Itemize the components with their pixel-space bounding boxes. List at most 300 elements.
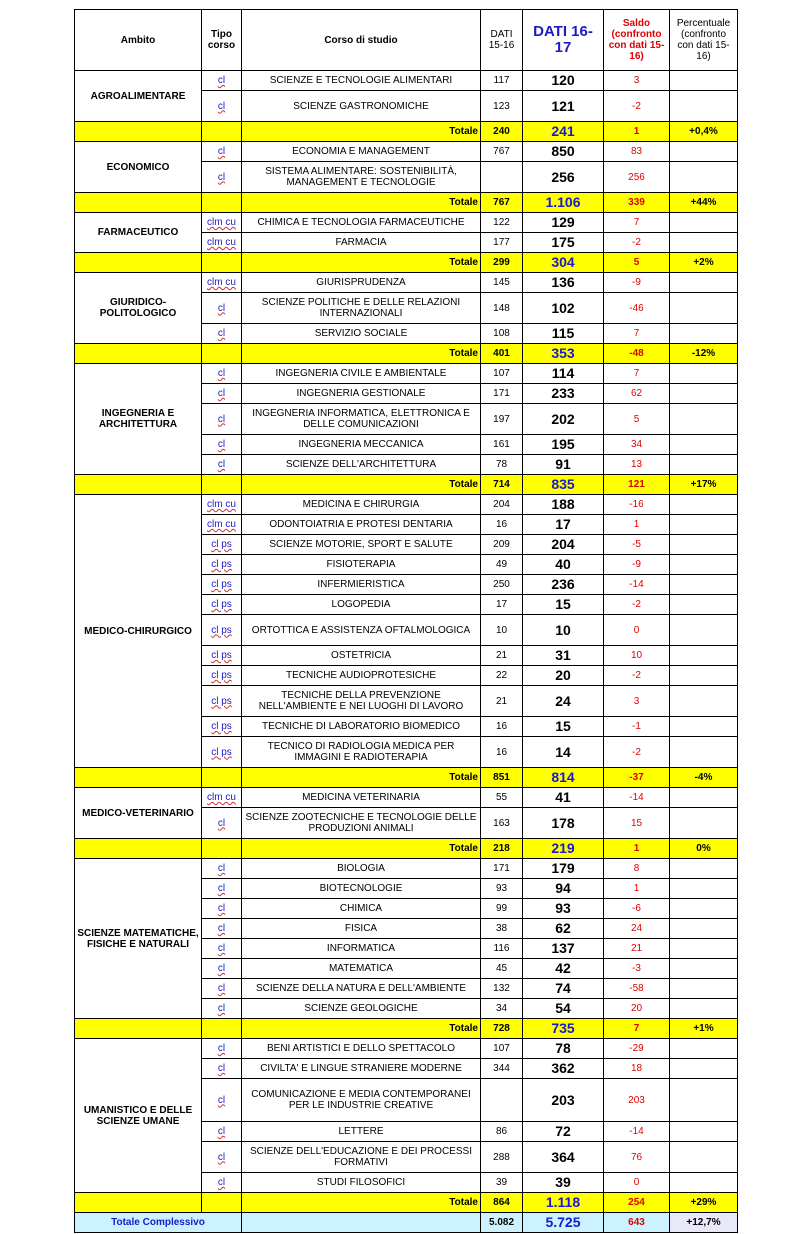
total-saldo: 121 bbox=[604, 475, 670, 495]
dati-15-16-cell: 132 bbox=[481, 979, 523, 999]
total-percentuale: -12% bbox=[670, 344, 738, 364]
dati-16-17-cell: 179 bbox=[523, 859, 604, 879]
dati-16-17-cell: 14 bbox=[523, 737, 604, 768]
table-body bbox=[75, 71, 738, 1233]
tipo-corso-cell: cl bbox=[202, 1039, 242, 1059]
percentuale-cell bbox=[670, 959, 738, 979]
dati-16-17-cell: 41 bbox=[523, 788, 604, 808]
corso-cell: ODONTOIATRIA E PROTESI DENTARIA bbox=[242, 515, 481, 535]
total-label: Totale bbox=[242, 193, 481, 213]
total-row bbox=[75, 193, 738, 213]
total-tipo-cell bbox=[202, 768, 242, 788]
dati-16-17-cell: 195 bbox=[523, 435, 604, 455]
percentuale-cell bbox=[670, 646, 738, 666]
ambito-cell: UMANISTICO E DELLE SCIENZE UMANE bbox=[75, 1039, 202, 1193]
table-row bbox=[75, 495, 738, 515]
percentuale-cell bbox=[670, 879, 738, 899]
total-saldo: 1 bbox=[604, 122, 670, 142]
tipo-corso-cell: cl ps bbox=[202, 595, 242, 615]
dati-16-17-cell: 114 bbox=[523, 364, 604, 384]
dati-16-17-cell: 102 bbox=[523, 293, 604, 324]
tipo-corso-cell: cl ps bbox=[202, 666, 242, 686]
dati-16-17-cell: 42 bbox=[523, 959, 604, 979]
grand-total-saldo: 643 bbox=[604, 1213, 670, 1233]
saldo-cell: -16 bbox=[604, 495, 670, 515]
total-dati-16-17: 1.106 bbox=[523, 193, 604, 213]
corso-cell: CHIMICA bbox=[242, 899, 481, 919]
dati-15-16-cell: 38 bbox=[481, 919, 523, 939]
percentuale-cell bbox=[670, 899, 738, 919]
saldo-cell: 0 bbox=[604, 615, 670, 646]
corso-cell: COMUNICAZIONE E MEDIA CONTEMPORANEI PER LE INDUSTRIE CREATIVE bbox=[242, 1079, 481, 1122]
saldo-cell: 203 bbox=[604, 1079, 670, 1122]
saldo-cell: -58 bbox=[604, 979, 670, 999]
table-row bbox=[75, 859, 738, 879]
total-label: Totale bbox=[242, 768, 481, 788]
tipo-corso-cell: cl bbox=[202, 899, 242, 919]
dati-16-17-cell: 120 bbox=[523, 71, 604, 91]
saldo-cell: 3 bbox=[604, 71, 670, 91]
saldo-cell: 34 bbox=[604, 435, 670, 455]
grand-total-percentuale: +12,7% bbox=[670, 1213, 738, 1233]
percentuale-cell bbox=[670, 1142, 738, 1173]
total-saldo: -48 bbox=[604, 344, 670, 364]
percentuale-cell bbox=[670, 1079, 738, 1122]
saldo-cell: 256 bbox=[604, 162, 670, 193]
total-tipo-cell bbox=[202, 839, 242, 859]
dati-16-17-cell: 236 bbox=[523, 575, 604, 595]
percentuale-cell bbox=[670, 324, 738, 344]
percentuale-cell bbox=[670, 979, 738, 999]
ambito-cell: SCIENZE MATEMATICHE, FISICHE E NATURALI bbox=[75, 859, 202, 1019]
tipo-corso-cell: cl bbox=[202, 435, 242, 455]
percentuale-cell bbox=[670, 859, 738, 879]
dati-16-17-cell: 91 bbox=[523, 455, 604, 475]
dati-16-17-cell: 136 bbox=[523, 273, 604, 293]
corso-cell: TECNICHE DELLA PREVENZIONE NELL'AMBIENTE E NEI LUOGHI DI LAVORO bbox=[242, 686, 481, 717]
grand-total-label: Totale Complessivo bbox=[75, 1213, 242, 1233]
tipo-corso-cell: cl ps bbox=[202, 686, 242, 717]
saldo-cell: -2 bbox=[604, 737, 670, 768]
percentuale-cell bbox=[670, 1059, 738, 1079]
percentuale-cell bbox=[670, 495, 738, 515]
corso-cell: SCIENZE DELL'ARCHITETTURA bbox=[242, 455, 481, 475]
tipo-corso-cell: cl bbox=[202, 1122, 242, 1142]
total-saldo: 7 bbox=[604, 1019, 670, 1039]
dati-16-17-cell: 93 bbox=[523, 899, 604, 919]
saldo-cell: 20 bbox=[604, 999, 670, 1019]
corso-cell: BIOTECNOLOGIE bbox=[242, 879, 481, 899]
total-saldo: 254 bbox=[604, 1193, 670, 1213]
dati-16-17-cell: 31 bbox=[523, 646, 604, 666]
saldo-cell: -14 bbox=[604, 1122, 670, 1142]
dati-15-16-cell: 45 bbox=[481, 959, 523, 979]
tipo-corso-cell: clm cu bbox=[202, 273, 242, 293]
total-ambito-cell bbox=[75, 344, 202, 364]
dati-16-17-cell: 24 bbox=[523, 686, 604, 717]
dati-15-16-cell: 288 bbox=[481, 1142, 523, 1173]
saldo-cell: 21 bbox=[604, 939, 670, 959]
total-dati-15-16: 401 bbox=[481, 344, 523, 364]
tipo-corso-cell: clm cu bbox=[202, 495, 242, 515]
dati-15-16-cell: 21 bbox=[481, 686, 523, 717]
percentuale-cell bbox=[670, 575, 738, 595]
total-dati-16-17: 735 bbox=[523, 1019, 604, 1039]
corso-cell: SCIENZE DELL'EDUCAZIONE E DEI PROCESSI FORMATIVI bbox=[242, 1142, 481, 1173]
dati-16-17-cell: 204 bbox=[523, 535, 604, 555]
dati-15-16-cell: 22 bbox=[481, 666, 523, 686]
header-ambito: Ambito bbox=[75, 10, 202, 71]
tipo-corso-cell: cl bbox=[202, 859, 242, 879]
total-tipo-cell bbox=[202, 344, 242, 364]
percentuale-cell bbox=[670, 142, 738, 162]
header-dati-15-16: DATI 15-16 bbox=[481, 10, 523, 71]
percentuale-cell bbox=[670, 91, 738, 122]
tipo-corso-cell: cl ps bbox=[202, 737, 242, 768]
corso-cell: SERVIZIO SOCIALE bbox=[242, 324, 481, 344]
total-label: Totale bbox=[242, 122, 481, 142]
corso-cell: ECONOMIA E MANAGEMENT bbox=[242, 142, 481, 162]
total-saldo: 339 bbox=[604, 193, 670, 213]
saldo-cell: 3 bbox=[604, 686, 670, 717]
total-row bbox=[75, 839, 738, 859]
corso-cell: INGEGNERIA CIVILE E AMBIENTALE bbox=[242, 364, 481, 384]
total-dati-16-17: 1.118 bbox=[523, 1193, 604, 1213]
percentuale-cell bbox=[670, 939, 738, 959]
dati-16-17-cell: 20 bbox=[523, 666, 604, 686]
ambito-cell: FARMACEUTICO bbox=[75, 213, 202, 253]
total-ambito-cell bbox=[75, 475, 202, 495]
percentuale-cell bbox=[670, 737, 738, 768]
total-dati-15-16: 864 bbox=[481, 1193, 523, 1213]
dati-16-17-cell: 72 bbox=[523, 1122, 604, 1142]
dati-15-16-cell: 17 bbox=[481, 595, 523, 615]
percentuale-cell bbox=[670, 213, 738, 233]
header-dati-16-17: DATI 16-17 bbox=[523, 10, 604, 71]
total-tipo-cell bbox=[202, 193, 242, 213]
table-row bbox=[75, 364, 738, 384]
corso-cell: SCIENZE E TECNOLOGIE ALIMENTARI bbox=[242, 71, 481, 91]
saldo-cell: -46 bbox=[604, 293, 670, 324]
dati-16-17-cell: 188 bbox=[523, 495, 604, 515]
percentuale-cell bbox=[670, 455, 738, 475]
percentuale-cell bbox=[670, 515, 738, 535]
percentuale-cell bbox=[670, 162, 738, 193]
dati-15-16-cell: 116 bbox=[481, 939, 523, 959]
corso-cell: BIOLOGIA bbox=[242, 859, 481, 879]
saldo-cell: -29 bbox=[604, 1039, 670, 1059]
dati-15-16-cell: 122 bbox=[481, 213, 523, 233]
tipo-corso-cell: cl bbox=[202, 142, 242, 162]
tipo-corso-cell: clm cu bbox=[202, 233, 242, 253]
table-row bbox=[75, 788, 738, 808]
total-tipo-cell bbox=[202, 253, 242, 273]
tipo-corso-cell: cl ps bbox=[202, 555, 242, 575]
total-dati-16-17: 241 bbox=[523, 122, 604, 142]
dati-16-17-cell: 137 bbox=[523, 939, 604, 959]
dati-16-17-cell: 54 bbox=[523, 999, 604, 1019]
dati-16-17-cell: 256 bbox=[523, 162, 604, 193]
table-row bbox=[75, 71, 738, 91]
total-row bbox=[75, 122, 738, 142]
total-tipo-cell bbox=[202, 1019, 242, 1039]
header-row bbox=[75, 10, 738, 71]
corso-cell: CHIMICA E TECNOLOGIA FARMACEUTICHE bbox=[242, 213, 481, 233]
dati-16-17-cell: 121 bbox=[523, 91, 604, 122]
dati-16-17-cell: 129 bbox=[523, 213, 604, 233]
corso-cell: ORTOTTICA E ASSISTENZA OFTALMOLOGICA bbox=[242, 615, 481, 646]
percentuale-cell bbox=[670, 293, 738, 324]
ambito-cell: MEDICO-VETERINARIO bbox=[75, 788, 202, 839]
dati-16-17-cell: 115 bbox=[523, 324, 604, 344]
saldo-cell: 10 bbox=[604, 646, 670, 666]
dati-15-16-cell: 86 bbox=[481, 1122, 523, 1142]
dati-15-16-cell: 99 bbox=[481, 899, 523, 919]
corso-cell: LOGOPEDIA bbox=[242, 595, 481, 615]
saldo-cell: -2 bbox=[604, 91, 670, 122]
dati-15-16-cell: 117 bbox=[481, 71, 523, 91]
tipo-corso-cell: cl bbox=[202, 293, 242, 324]
percentuale-cell bbox=[670, 404, 738, 435]
tipo-corso-cell: cl bbox=[202, 364, 242, 384]
percentuale-cell bbox=[670, 435, 738, 455]
corso-cell: FISICA bbox=[242, 919, 481, 939]
total-ambito-cell bbox=[75, 768, 202, 788]
total-percentuale: +17% bbox=[670, 475, 738, 495]
total-dati-15-16: 851 bbox=[481, 768, 523, 788]
saldo-cell: 83 bbox=[604, 142, 670, 162]
percentuale-cell bbox=[670, 1173, 738, 1193]
dati-15-16-cell: 767 bbox=[481, 142, 523, 162]
total-dati-16-17: 219 bbox=[523, 839, 604, 859]
saldo-cell: -1 bbox=[604, 717, 670, 737]
dati-15-16-cell: 108 bbox=[481, 324, 523, 344]
total-percentuale: +29% bbox=[670, 1193, 738, 1213]
total-label: Totale bbox=[242, 1193, 481, 1213]
percentuale-cell bbox=[670, 273, 738, 293]
tipo-corso-cell: cl bbox=[202, 1079, 242, 1122]
total-ambito-cell bbox=[75, 1019, 202, 1039]
corso-cell: SCIENZE GASTRONOMICHE bbox=[242, 91, 481, 122]
tipo-corso-cell: cl bbox=[202, 404, 242, 435]
saldo-cell: -2 bbox=[604, 595, 670, 615]
dati-15-16-cell: 209 bbox=[481, 535, 523, 555]
table-row bbox=[75, 142, 738, 162]
dati-15-16-cell bbox=[481, 1079, 523, 1122]
dati-15-16-cell: 21 bbox=[481, 646, 523, 666]
tipo-corso-cell: cl ps bbox=[202, 575, 242, 595]
corso-cell: SCIENZE MOTORIE, SPORT E SALUTE bbox=[242, 535, 481, 555]
corso-cell: MEDICINA E CHIRURGIA bbox=[242, 495, 481, 515]
header-tipo-corso: Tipo corso bbox=[202, 10, 242, 71]
tipo-corso-cell: cl bbox=[202, 91, 242, 122]
dati-15-16-cell: 93 bbox=[481, 879, 523, 899]
table-row bbox=[75, 1039, 738, 1059]
total-saldo: 5 bbox=[604, 253, 670, 273]
dati-15-16-cell: 163 bbox=[481, 808, 523, 839]
dati-16-17-cell: 40 bbox=[523, 555, 604, 575]
dati-15-16-cell: 145 bbox=[481, 273, 523, 293]
tipo-corso-cell: cl bbox=[202, 1173, 242, 1193]
total-ambito-cell bbox=[75, 253, 202, 273]
dati-16-17-cell: 233 bbox=[523, 384, 604, 404]
saldo-cell: -2 bbox=[604, 233, 670, 253]
tipo-corso-cell: clm cu bbox=[202, 788, 242, 808]
corso-cell: MATEMATICA bbox=[242, 959, 481, 979]
total-tipo-cell bbox=[202, 122, 242, 142]
tipo-corso-cell: cl bbox=[202, 1142, 242, 1173]
dati-16-17-cell: 62 bbox=[523, 919, 604, 939]
percentuale-cell bbox=[670, 595, 738, 615]
total-dati-15-16: 767 bbox=[481, 193, 523, 213]
dati-15-16-cell: 344 bbox=[481, 1059, 523, 1079]
total-row bbox=[75, 768, 738, 788]
table-row bbox=[75, 213, 738, 233]
percentuale-cell bbox=[670, 615, 738, 646]
tipo-corso-cell: cl bbox=[202, 808, 242, 839]
saldo-cell: -2 bbox=[604, 666, 670, 686]
saldo-cell: 7 bbox=[604, 324, 670, 344]
corso-cell: SCIENZE GEOLOGICHE bbox=[242, 999, 481, 1019]
saldo-cell: -9 bbox=[604, 273, 670, 293]
tipo-corso-cell: cl bbox=[202, 1059, 242, 1079]
dati-15-16-cell: 171 bbox=[481, 384, 523, 404]
dati-16-17-cell: 10 bbox=[523, 615, 604, 646]
percentuale-cell bbox=[670, 919, 738, 939]
dati-15-16-cell: 55 bbox=[481, 788, 523, 808]
total-dati-15-16: 218 bbox=[481, 839, 523, 859]
corso-cell: INGEGNERIA GESTIONALE bbox=[242, 384, 481, 404]
total-percentuale: +1% bbox=[670, 1019, 738, 1039]
total-row bbox=[75, 1019, 738, 1039]
percentuale-cell bbox=[670, 808, 738, 839]
saldo-cell: 13 bbox=[604, 455, 670, 475]
total-dati-15-16: 240 bbox=[481, 122, 523, 142]
corso-cell: INGEGNERIA MECCANICA bbox=[242, 435, 481, 455]
corso-cell: TECNICO DI RADIOLOGIA MEDICA PER IMMAGINI E RADIOTERAPIA bbox=[242, 737, 481, 768]
header-saldo: Saldo (confronto con dati 15-16) bbox=[604, 10, 670, 71]
corso-cell: INFERMIERISTICA bbox=[242, 575, 481, 595]
ambito-cell: INGEGNERIA E ARCHITETTURA bbox=[75, 364, 202, 475]
total-label: Totale bbox=[242, 839, 481, 859]
total-ambito-cell bbox=[75, 839, 202, 859]
saldo-cell: 7 bbox=[604, 364, 670, 384]
saldo-cell: 62 bbox=[604, 384, 670, 404]
dati-15-16-cell: 10 bbox=[481, 615, 523, 646]
corso-cell: BENI ARTISTICI E DELLO SPETTACOLO bbox=[242, 1039, 481, 1059]
dati-15-16-cell: 78 bbox=[481, 455, 523, 475]
dati-15-16-cell: 16 bbox=[481, 717, 523, 737]
percentuale-cell bbox=[670, 384, 738, 404]
dati-16-17-cell: 17 bbox=[523, 515, 604, 535]
percentuale-cell bbox=[670, 999, 738, 1019]
dati-15-16-cell bbox=[481, 162, 523, 193]
total-dati-15-16: 714 bbox=[481, 475, 523, 495]
dati-15-16-cell: 34 bbox=[481, 999, 523, 1019]
corso-cell: SCIENZE POLITICHE E DELLE RELAZIONI INTERNAZIONALI bbox=[242, 293, 481, 324]
saldo-cell: 15 bbox=[604, 808, 670, 839]
ambito-cell: AGROALIMENTARE bbox=[75, 71, 202, 122]
total-label: Totale bbox=[242, 475, 481, 495]
dati-16-17-cell: 94 bbox=[523, 879, 604, 899]
dati-16-17-cell: 15 bbox=[523, 717, 604, 737]
dati-15-16-cell: 107 bbox=[481, 364, 523, 384]
dati-15-16-cell: 250 bbox=[481, 575, 523, 595]
dati-15-16-cell: 204 bbox=[481, 495, 523, 515]
corso-cell: SCIENZE ZOOTECNICHE E TECNOLOGIE DELLE PRODUZIONI ANIMALI bbox=[242, 808, 481, 839]
corso-cell: GIURISPRUDENZA bbox=[242, 273, 481, 293]
corso-cell: TECNICHE AUDIOPROTESICHE bbox=[242, 666, 481, 686]
total-row bbox=[75, 1193, 738, 1213]
saldo-cell: 18 bbox=[604, 1059, 670, 1079]
total-ambito-cell bbox=[75, 122, 202, 142]
tipo-corso-cell: cl bbox=[202, 979, 242, 999]
total-label: Totale bbox=[242, 344, 481, 364]
dati-15-16-cell: 123 bbox=[481, 91, 523, 122]
total-row bbox=[75, 253, 738, 273]
total-row bbox=[75, 344, 738, 364]
grand-total-dati-15-16: 5.082 bbox=[481, 1213, 523, 1233]
grand-total-row bbox=[75, 1213, 738, 1233]
corso-cell: LETTERE bbox=[242, 1122, 481, 1142]
corso-cell: SCIENZE DELLA NATURA E DELL'AMBIENTE bbox=[242, 979, 481, 999]
dati-15-16-cell: 107 bbox=[481, 1039, 523, 1059]
total-percentuale: +2% bbox=[670, 253, 738, 273]
header-percentuale: Percentuale (confronto con dati 15-16) bbox=[670, 10, 738, 71]
dati-16-17-cell: 362 bbox=[523, 1059, 604, 1079]
dati-16-17-cell: 202 bbox=[523, 404, 604, 435]
corso-cell: CIVILTA' E LINGUE STRANIERE MODERNE bbox=[242, 1059, 481, 1079]
percentuale-cell bbox=[670, 1122, 738, 1142]
total-ambito-cell bbox=[75, 1193, 202, 1213]
corso-cell: INGEGNERIA INFORMATICA, ELETTRONICA E DELLE COMUNICAZIONI bbox=[242, 404, 481, 435]
percentuale-cell bbox=[670, 666, 738, 686]
table-row bbox=[75, 273, 738, 293]
corso-cell: OSTETRICIA bbox=[242, 646, 481, 666]
total-saldo: 1 bbox=[604, 839, 670, 859]
tipo-corso-cell: cl bbox=[202, 959, 242, 979]
corso-cell: SISTEMA ALIMENTARE: SOSTENIBILITÀ, MANAGEMENT E TECNOLOGIE bbox=[242, 162, 481, 193]
saldo-cell: -6 bbox=[604, 899, 670, 919]
ambito-cell: ECONOMICO bbox=[75, 142, 202, 193]
total-percentuale: +44% bbox=[670, 193, 738, 213]
total-dati-16-17: 304 bbox=[523, 253, 604, 273]
total-tipo-cell bbox=[202, 1193, 242, 1213]
tipo-corso-cell: clm cu bbox=[202, 515, 242, 535]
tipo-corso-cell: cl ps bbox=[202, 535, 242, 555]
dati-16-17-cell: 74 bbox=[523, 979, 604, 999]
saldo-cell: -14 bbox=[604, 575, 670, 595]
dati-16-17-cell: 178 bbox=[523, 808, 604, 839]
total-tipo-cell bbox=[202, 475, 242, 495]
saldo-cell: 24 bbox=[604, 919, 670, 939]
total-percentuale: 0% bbox=[670, 839, 738, 859]
dati-15-16-cell: 197 bbox=[481, 404, 523, 435]
saldo-cell: -9 bbox=[604, 555, 670, 575]
ambito-cell: MEDICO-CHIRURGICO bbox=[75, 495, 202, 768]
total-dati-15-16: 728 bbox=[481, 1019, 523, 1039]
dati-16-17-cell: 78 bbox=[523, 1039, 604, 1059]
saldo-cell: 1 bbox=[604, 515, 670, 535]
total-label: Totale bbox=[242, 253, 481, 273]
percentuale-cell bbox=[670, 686, 738, 717]
dati-16-17-cell: 175 bbox=[523, 233, 604, 253]
dati-15-16-cell: 161 bbox=[481, 435, 523, 455]
total-dati-16-17: 835 bbox=[523, 475, 604, 495]
dati-15-16-cell: 171 bbox=[481, 859, 523, 879]
saldo-cell: -14 bbox=[604, 788, 670, 808]
tipo-corso-cell: cl bbox=[202, 71, 242, 91]
